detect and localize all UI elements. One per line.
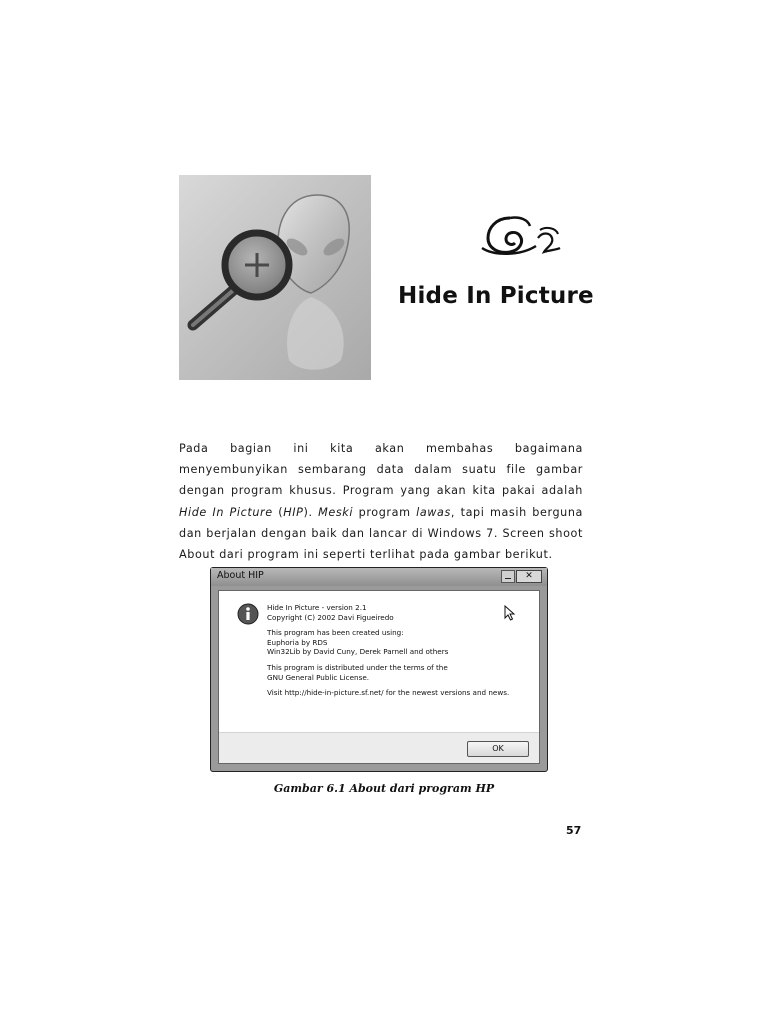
body-text-start: Pada bagian ini kita akan membahas bagaimana menyembunyikan sembarang data dalam suatu file gambar dengan program khusus. Program yang akan kita pakai adalah (179, 442, 583, 498)
word-lawas: lawas (416, 505, 451, 519)
dialog-client-area (218, 590, 540, 764)
paren-open: ( (272, 505, 284, 519)
about-license-line1: This program is distributed under the terms of the (267, 662, 448, 672)
chapter-illustration (179, 175, 371, 380)
chapter-number-ornament (480, 212, 566, 258)
chapter-title: Hide In Picture (398, 283, 594, 309)
paren-close: ). (303, 505, 319, 519)
about-copyright: Copyright (C) 2002 Davi Figueiredo (267, 612, 394, 622)
close-button[interactable]: ✕ (516, 570, 542, 583)
word-program: program (353, 505, 417, 519)
body-text-end: , tapi masih berguna dan berjalan dengan baik dan lancar di Windows 7. Screen shoot About dari program ini seperti terlihat pada gambar berikut. (179, 505, 584, 562)
about-dialog-screenshot (210, 567, 548, 772)
program-abbr: HIP (283, 505, 304, 519)
word-meski: Meski (318, 505, 354, 519)
page-number: 57 (566, 824, 582, 837)
dialog-button-bar (219, 732, 539, 763)
figure-caption: Gambar 6.1 About dari program HP (273, 782, 495, 795)
about-visit: Visit http://hide-in-picture.sf.net/ for the newest versions and news. (267, 688, 510, 698)
about-text (267, 603, 537, 704)
about-version: Hide In Picture - version 2.1 (267, 603, 367, 612)
program-name: Hide In Picture (179, 505, 273, 519)
info-icon (237, 603, 259, 625)
about-euphoria: Euphoria by RDS (267, 637, 328, 647)
about-created-using: This program has been created using: (267, 628, 404, 638)
minimize-icon[interactable] (501, 570, 515, 583)
about-win32lib: Win32Lib by David Cuny, Derek Parnell and others (267, 647, 449, 657)
dialog-titlebar (211, 568, 547, 586)
ok-button[interactable]: OK (467, 741, 529, 757)
mouse-cursor-icon (504, 605, 516, 621)
dialog-title: About HIP (217, 570, 264, 581)
body-paragraph (179, 438, 583, 565)
about-license-line2: GNU General Public License. (267, 672, 370, 682)
